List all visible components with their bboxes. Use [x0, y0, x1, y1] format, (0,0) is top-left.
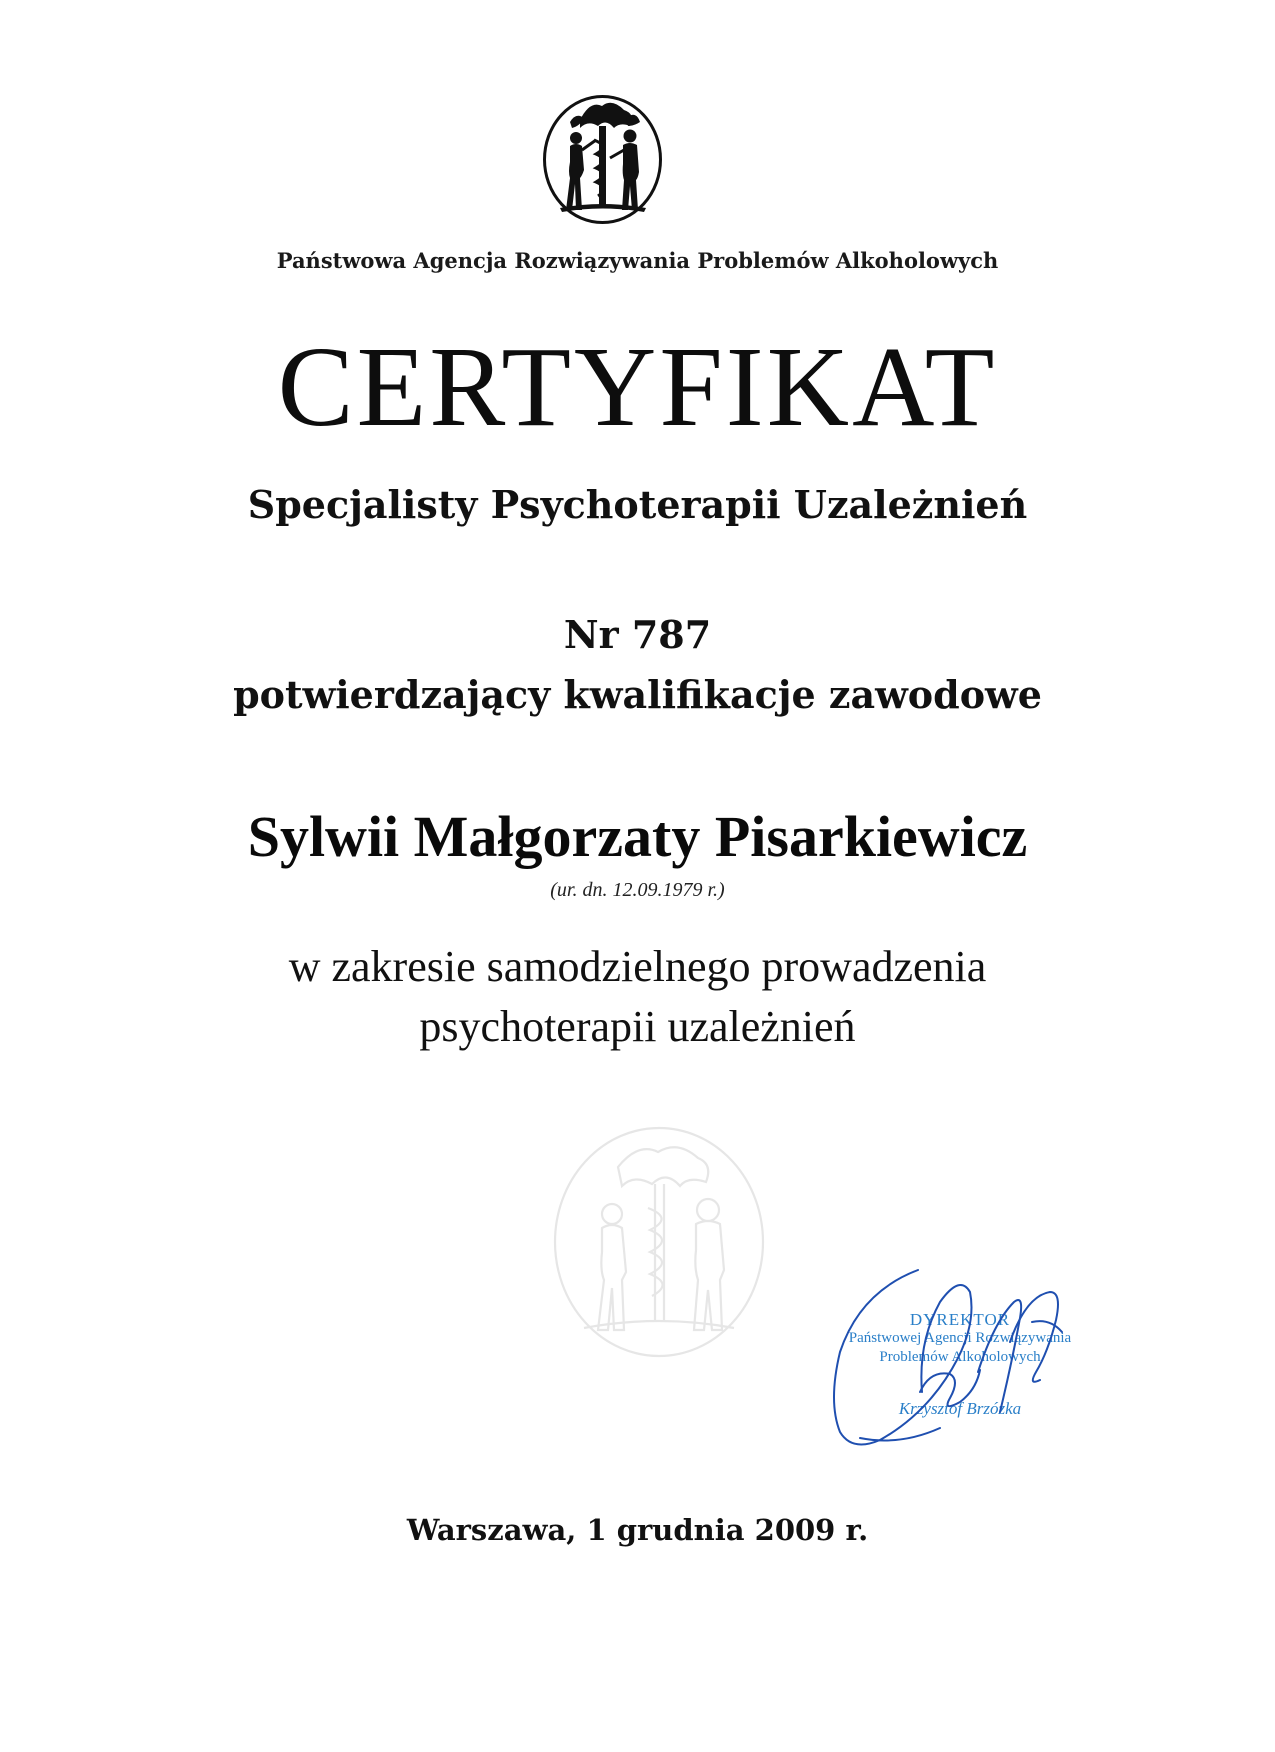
scope-line-1: w zakresie samodzielnego prowadzenia	[288, 942, 987, 991]
certificate-number: Nr 787	[563, 612, 712, 657]
place-and-date: Warszawa, 1 grudnia 2009 r.	[406, 1513, 869, 1547]
agency-name: Państwowa Agencja Rozwiązywania Problemów Alkoholowych	[276, 248, 999, 273]
certificate-purpose: potwierdzający kwalifikacje zawodowe	[233, 672, 1042, 717]
embossed-seal-icon	[548, 1122, 770, 1362]
stamp-person: Krzysztof Brzózka	[898, 1399, 1022, 1418]
stamp-title: DYREKTOR	[909, 1310, 1011, 1329]
certificate-title: CERTYFIKAT	[277, 323, 998, 450]
certificate-subtitle: Specjalisty Psychoterapii Uzależnień	[247, 482, 1028, 527]
handwritten-signature-icon	[800, 1262, 1120, 1462]
adam-and-eve-emblem-icon	[540, 92, 665, 227]
recipient-name: Sylwii Małgorzaty Pisarkiewicz	[247, 804, 1028, 869]
stamp-org-line-2: Problemów Alkoholowych	[879, 1349, 1041, 1365]
birth-date: (ur. dn. 12.09.1979 r.)	[550, 879, 725, 901]
stamp-org-line-1: Państwowej Agencji Rozwiązywania	[848, 1330, 1072, 1346]
scope-line-2: psychoterapii uzależnień	[419, 1002, 856, 1051]
